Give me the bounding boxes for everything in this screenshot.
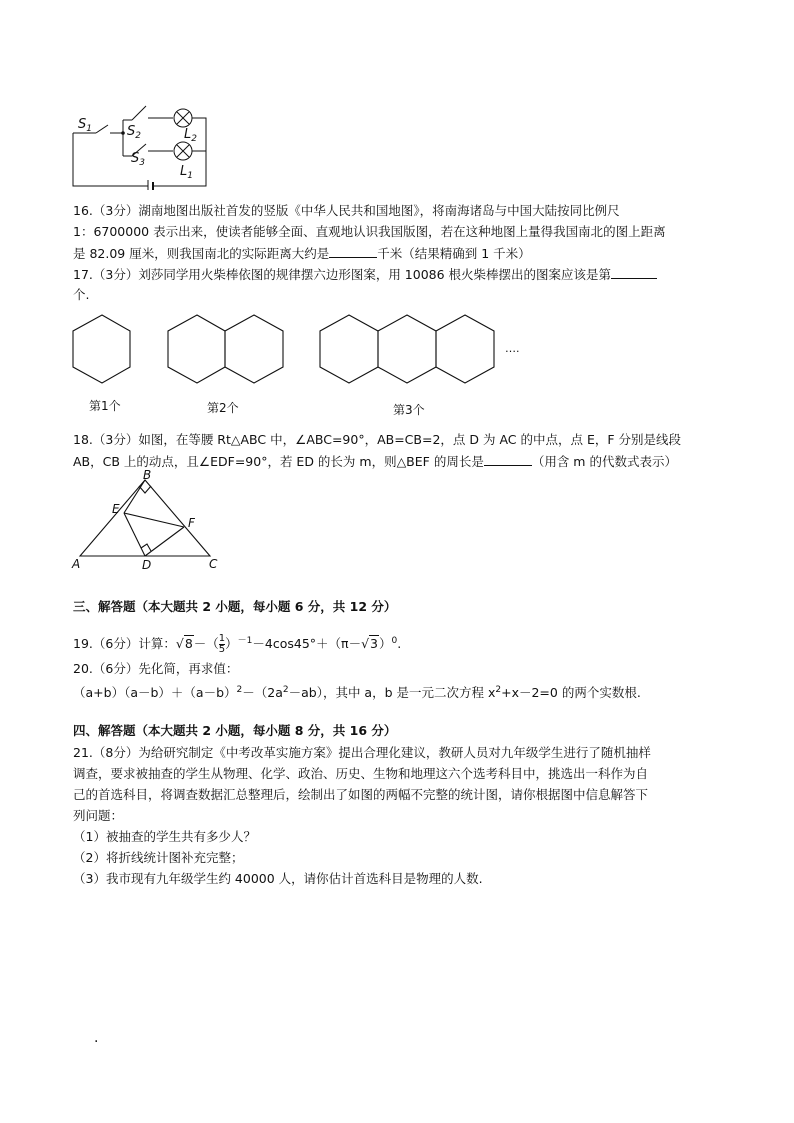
- q20-line2: [73, 681, 641, 702]
- q21-line2: 调查，要求被抽查的学生从物理、化学、政治、历史、生物和地理这六个选考科目中，挑选出一科作为自: [73, 766, 649, 781]
- q18-line2b: （用含 m 的代数式表示）: [531, 454, 677, 469]
- q20-part-a: （a+b）（a－b）＋（a－b）: [73, 685, 237, 701]
- fig3-label: 第3个: [393, 403, 425, 417]
- q19-prefix: 19.（6分）计算：: [73, 636, 176, 652]
- hexagon-patterns: [65, 310, 535, 420]
- q19-exp: －1: [237, 636, 253, 646]
- q20-line1: 20.（6分）先化简，再求值：: [73, 661, 239, 676]
- q21-item3: （3）我市现有九年级学生约 40000 人，请你估计首选科目是物理的人数.: [73, 871, 483, 886]
- q19-suffix: ）: [379, 636, 392, 652]
- hexagon-fig2a: [168, 315, 225, 383]
- q20-part-d: +x－2=0 的两个实数根.: [501, 685, 641, 701]
- q19-mid: －4cos45°＋（π－: [252, 636, 362, 652]
- q20-sq1: 2: [236, 685, 243, 695]
- fig2-label: 第2个: [207, 401, 239, 415]
- triangle-diagram: [68, 470, 228, 572]
- section4-heading: 四、解答题（本大题共 2 小题，每小题 8 分，共 16 分）: [73, 723, 397, 738]
- q16-line2: 1：6700000 表示出来，使读者能够全面、直观地认识我国版图，若在这种地图上量得我国南北的图上距离: [73, 224, 666, 239]
- q19-expression: 19.（6分）计算：√8－（ $\frac{1}{5}$ ）$^{-1}-4\cos 45^\circ+(\pi-√3)^0$.: [73, 633, 402, 656]
- q17-line2: 个.: [73, 287, 90, 302]
- q21-line1: 21.（8分）为给研究制定《中考改革实施方案》提出合理化建议，教研人员对九年级学生进行了随机抽样: [73, 745, 651, 760]
- s2-label: $S_2$: [127, 124, 141, 141]
- q19-close: ）: [225, 636, 238, 652]
- q19-minus: －（: [193, 636, 219, 652]
- q19-end: .: [397, 636, 402, 652]
- label-e: E: [112, 502, 120, 516]
- q21-item1: （1）被抽查的学生共有多少人？: [73, 829, 256, 844]
- q16-line3b: 千米（结果精确到 1 千米）: [377, 246, 531, 261]
- label-a: A: [72, 557, 81, 571]
- label-c: C: [209, 557, 218, 571]
- q18-line2: [73, 452, 677, 471]
- label-b: B: [143, 470, 152, 482]
- q16-answer-blank[interactable]: [329, 244, 377, 258]
- s1-label: $S_1$: [78, 117, 92, 134]
- q19-radicand1: 8: [184, 636, 193, 652]
- q17-answer-blank[interactable]: [611, 265, 657, 279]
- q18-line2a: AB，CB 上的动点，且∠EDF=90°，若 ED 的长为 m，则△BEF 的周长是: [73, 454, 484, 469]
- hexagon-fig3a: [320, 315, 378, 383]
- q21-line4: 列问题：: [73, 808, 124, 823]
- hexagon-fig3c: [436, 315, 494, 383]
- label-d: D: [142, 558, 152, 572]
- q17-text: 17.（3分）刘莎同学用火柴棒依图的规律摆六边形图案，用 10086 根火柴棒摆出的图案应该是第: [73, 267, 612, 282]
- label-f: F: [188, 516, 195, 530]
- q18-answer-blank[interactable]: [484, 452, 532, 466]
- hexagon-fig3b: [378, 315, 436, 383]
- q16-line1: 16.（3分）湖南地图出版社首发的竖版《中华人民共和国地图》，将南海诸岛与中国大陆按同比例尺: [73, 203, 620, 218]
- q19-frac-den: 5: [218, 644, 226, 656]
- q19-radicand2: 3: [370, 636, 378, 652]
- section3-heading: 三、解答题（本大题共 2 小题，每小题 6 分，共 12 分）: [73, 599, 397, 614]
- footer-dot: .: [94, 1030, 99, 1046]
- q18-line1: 18.（3分）如图，在等腰 Rt△ABC 中，∠ABC=90°，AB=CB=2，点 D 为 AC 的中点，点 E，F 分别是线段: [73, 432, 682, 447]
- hexagon-ellipsis: ….: [505, 342, 520, 355]
- q19-exp0: 0: [391, 636, 398, 646]
- q20-part-c: －ab），其中 a，b 是一元二次方程 x: [288, 685, 496, 701]
- hexagon-fig1: [73, 315, 130, 383]
- l1-label: $L_1$: [180, 164, 193, 181]
- q20-sq3: 2: [495, 685, 502, 695]
- hexagon-fig2b: [225, 315, 283, 383]
- q16-line3: [73, 244, 531, 263]
- q20-sq2: 2: [282, 685, 289, 695]
- q19-frac-num: 1: [218, 633, 226, 645]
- q21-item2: （2）将折线统计图补充完整；: [73, 850, 244, 865]
- q17-line1: [73, 265, 657, 284]
- q20-part-b: －（2a: [242, 685, 283, 701]
- q21-line3: 己的首选科目，将调查数据汇总整理后，绘制出了如图的两幅不完整的统计图，请你根据图中信息解答下: [73, 787, 649, 802]
- l2-label: $L_2$: [184, 127, 197, 144]
- q16-line3a: 是 82.09 厘米，则我国南北的实际距离大约是: [73, 246, 330, 261]
- s3-label: $S_3$: [131, 151, 145, 168]
- circuit-diagram: [68, 98, 213, 190]
- fig1-label: 第1个: [89, 399, 121, 413]
